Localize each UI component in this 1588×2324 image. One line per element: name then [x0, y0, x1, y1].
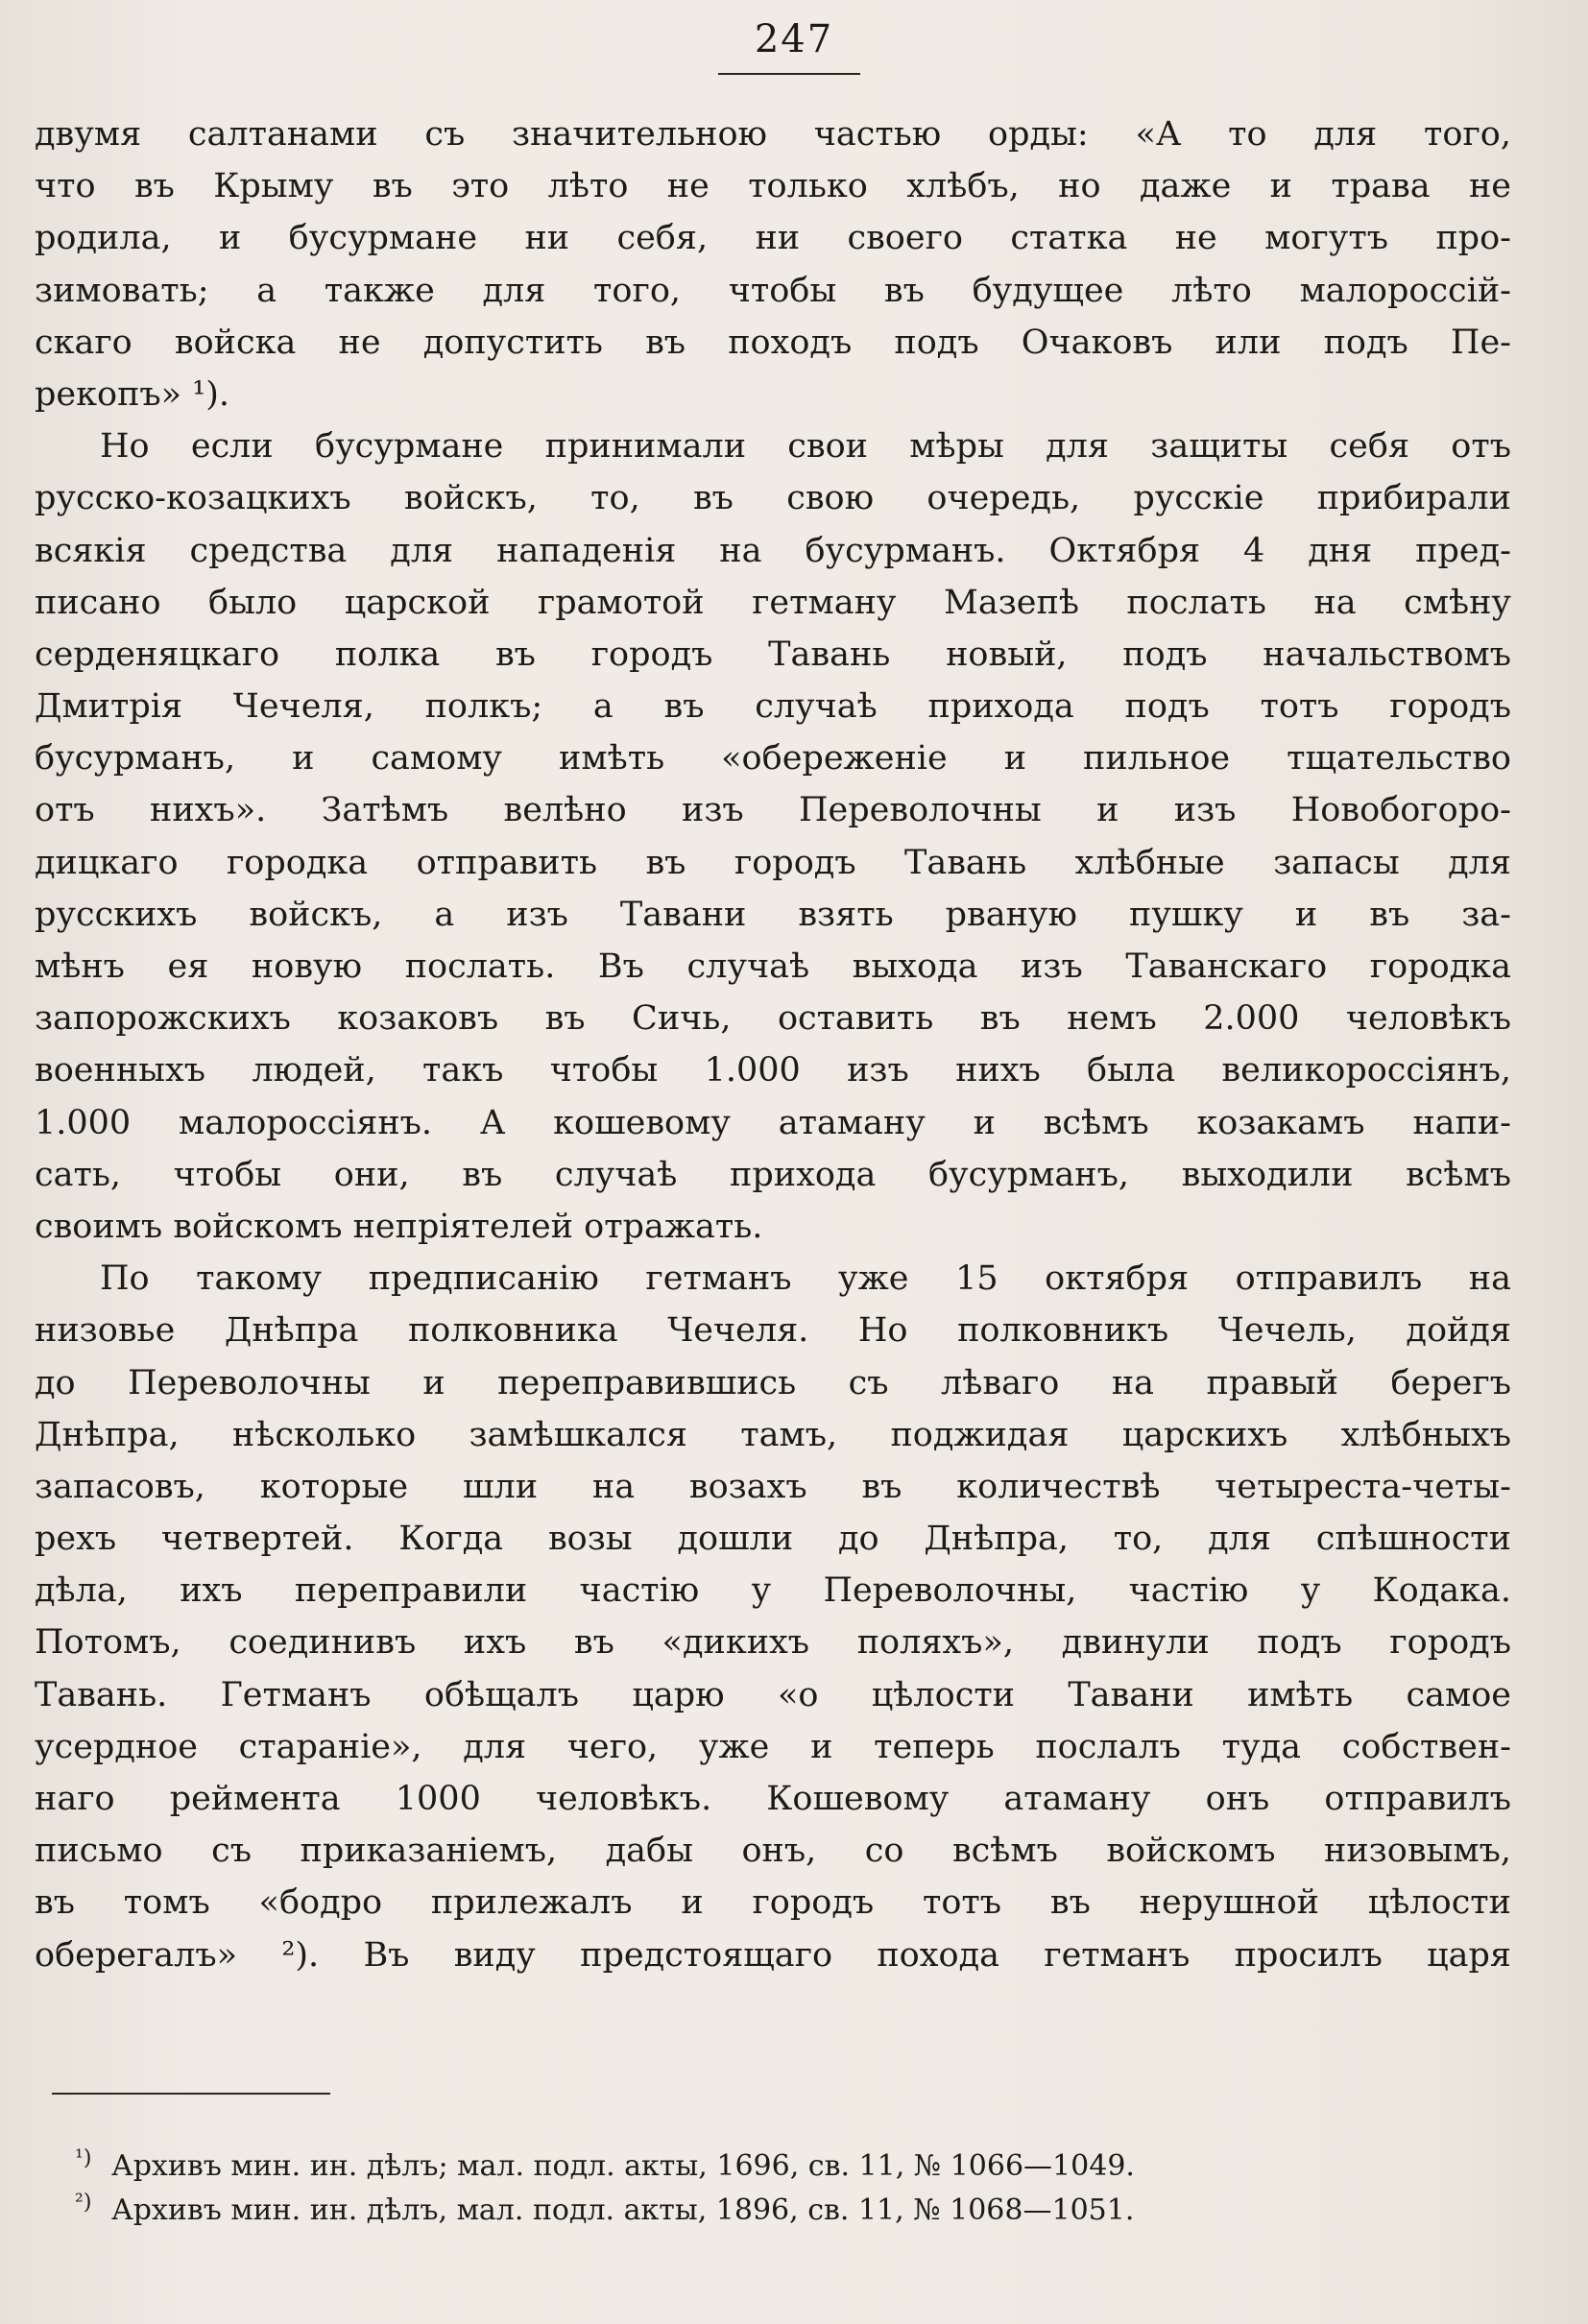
text-line: родила, и бусурмане ни себя, ни своего статка не могутъ про-: [35, 219, 1511, 258]
footnote-mark: ¹): [75, 2146, 92, 2170]
text-line: сать, чтобы они, въ случаѣ прихода бусурманъ, выходили всѣмъ: [35, 1155, 1511, 1194]
text-line: военныхъ людей, такъ чтобы 1.000 изъ нихъ была великороссіянъ,: [35, 1051, 1511, 1090]
text-line: Потомъ, соединивъ ихъ въ «дикихъ поляхъ», двинули подъ городъ: [35, 1623, 1511, 1663]
text-line: русскихъ войскъ, а изъ Тавани взять рваную пушку и въ за-: [35, 895, 1511, 934]
text-line: всякія средства для нападенія на бусурманъ. Октября 4 дня пред-: [35, 531, 1511, 570]
text-line: бусурманъ, и самому имѣть «обереженіе и пильное тщательство: [35, 739, 1511, 779]
footnotes: [75, 2144, 1515, 2233]
text-line: дицкаго городка отправить въ городъ Тавань хлѣбные запасы для: [35, 843, 1511, 882]
text-line: серденяцкаго полка въ городъ Тавань новый, подъ начальствомъ: [35, 635, 1511, 674]
text-line: двумя салтанами съ значительною частью орды: «А то для того,: [35, 115, 1511, 154]
text-line: рехъ четвертей. Когда возы дошли до Днѣпра, то, для спѣшности: [35, 1520, 1511, 1559]
text-line: Дмитрія Чечеля, полкъ; а въ случаѣ прихода подъ тотъ городъ: [35, 687, 1511, 727]
footnote-text: Архивъ мин. ин. дѣлъ; мал. подл. акты, 1696, св. 11, № 1066—1049.: [111, 2149, 1135, 2183]
text-line: зимовать; а также для того, чтобы въ будущее лѣто малороссій-: [35, 271, 1511, 310]
header-rule: [718, 73, 860, 75]
text-line: 1.000 малороссіянъ. А кошевому атаману и всѣмъ козакамъ напи-: [35, 1103, 1511, 1142]
page-number: 247: [754, 17, 834, 61]
text-line: запорожскихъ козаковъ въ Сичь, оставить въ немъ 2.000 человѣкъ: [35, 999, 1511, 1039]
text-line: Но если бусурмане принимали свои мѣры для защиты себя отъ: [100, 427, 1511, 467]
footnote: [75, 2189, 1515, 2233]
text-line: русско-козацкихъ войскъ, то, въ свою очередь, русскіе прибирали: [35, 479, 1511, 518]
text-line: оберегалъ» ²). Въ виду предстоящаго похода гетманъ просилъ царя: [35, 1935, 1511, 1975]
text-line: своимъ войскомъ непріятелей отражать.: [35, 1207, 763, 1246]
text-line: низовье Днѣпра полковника Чечеля. Но полковникъ Чечель, дойдя: [35, 1311, 1511, 1351]
text-line: запасовъ, которые шли на возахъ въ количествѣ четыреста-четы-: [35, 1467, 1511, 1506]
footnote-rule: [52, 2093, 330, 2095]
footnote: [75, 2144, 1515, 2189]
text-line: рекопъ» ¹).: [35, 374, 230, 414]
body-text: [35, 108, 1511, 1981]
text-line: Тавань. Гетманъ обѣщалъ царю «о цѣлости Тавани имѣть самое: [35, 1675, 1511, 1714]
text-line: до Переволочны и переправившись съ лѣваго на правый берегъ: [35, 1363, 1511, 1402]
text-line: мѣнъ ея новую послать. Въ случаѣ выхода изъ Таванскаго городка: [35, 947, 1511, 986]
text-line: наго реймента 1000 человѣкъ. Кошевому атаману онъ отправилъ: [35, 1780, 1511, 1818]
text-line: письмо съ приказаніемъ, дабы онъ, со всѣмъ войскомъ низовымъ,: [35, 1832, 1511, 1871]
footnote-mark: ²): [75, 2191, 92, 2215]
footnote-text: Архивъ мин. ин. дѣлъ, мал. подл. акты, 1896, св. 11, № 1068—1051.: [111, 2193, 1135, 2227]
text-line: въ томъ «бодро прилежалъ и городъ тотъ въ нерушной цѣлости: [35, 1883, 1511, 1923]
text-line: отъ нихъ». Затѣмъ велѣно изъ Переволочны и изъ Новобогоро-: [35, 791, 1511, 830]
text-line: усердное стараніе», для чего, уже и теперь послалъ туда собствен-: [35, 1727, 1511, 1766]
text-line: что въ Крыму въ это лѣто не только хлѣбъ, но даже и трава не: [35, 167, 1511, 206]
text-line: Днѣпра, нѣсколько замѣшкался тамъ, поджидая царскихъ хлѣбныхъ: [35, 1415, 1511, 1454]
text-line: писано было царской грамотой гетману Мазепѣ послать на смѣну: [35, 583, 1511, 622]
text-line: По такому предписанію гетманъ уже 15 октября отправилъ на: [100, 1259, 1511, 1299]
text-line: дѣла, ихъ переправили частію у Переволочны, частію у Кодака.: [35, 1571, 1511, 1611]
text-line: скаго войска не допустить въ походъ подъ Очаковъ или подъ Пе-: [35, 323, 1511, 362]
